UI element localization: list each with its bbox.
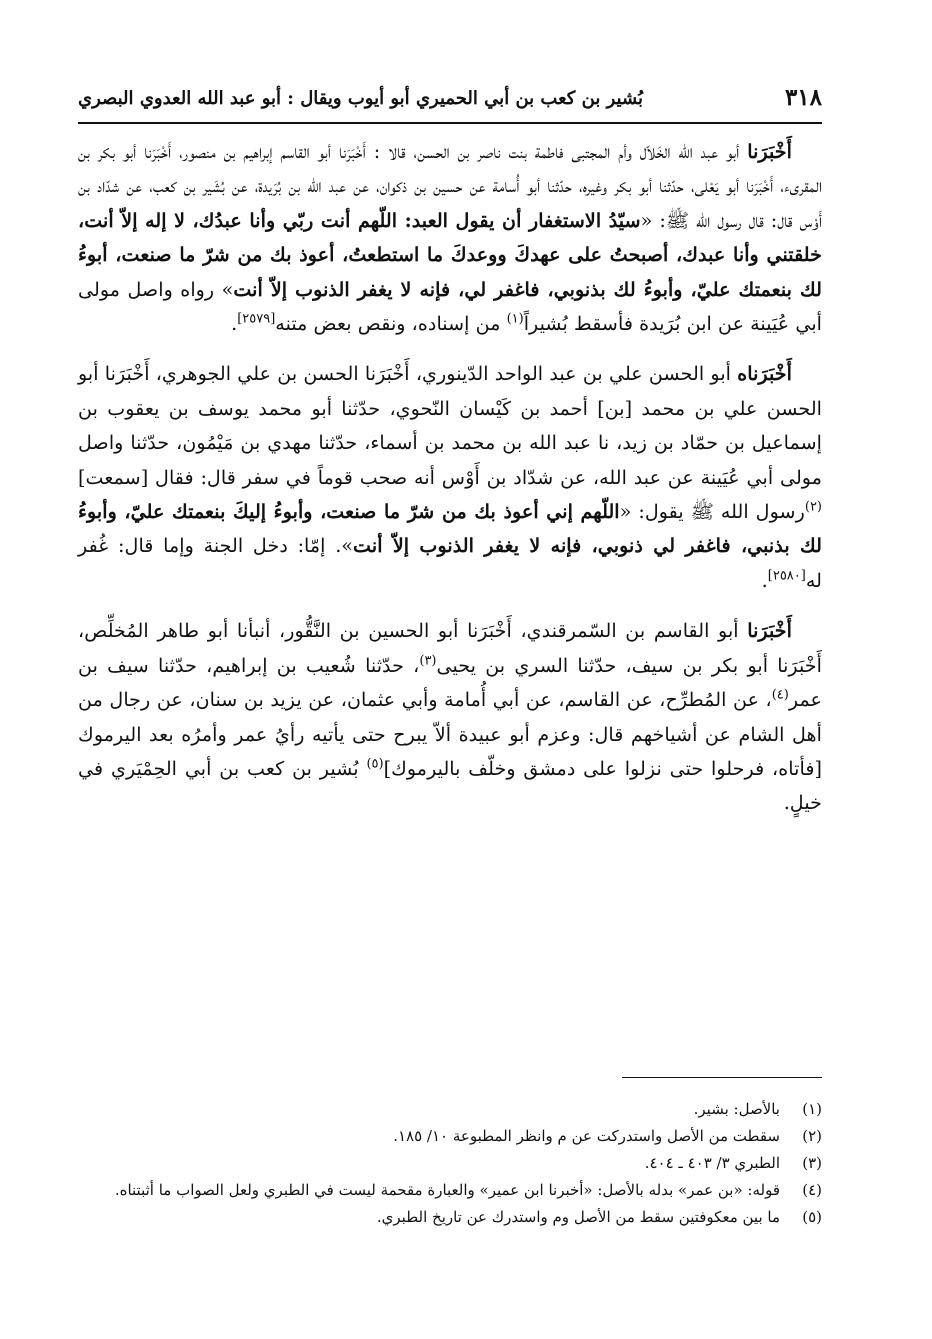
main-text bbox=[78, 135, 822, 837]
commentary-tail: من إسناده، ونقص بعض متنه bbox=[275, 312, 507, 336]
page-header bbox=[78, 82, 822, 124]
paragraph-2 bbox=[78, 357, 822, 598]
footnote bbox=[78, 1204, 822, 1231]
running-title: بُشير بن كعب بن أبي الحميري أبو أيوب ويقال : أبو عبد الله العدوي البصري bbox=[78, 88, 644, 109]
isnad-text-continued: رسول الله ﷺ يقول: « bbox=[619, 500, 805, 524]
footnotes bbox=[78, 1096, 822, 1231]
footnote-number: (١) bbox=[802, 1100, 822, 1118]
footnote-text: الطبري ٣/ ٤٠٣ ـ ٤٠٤. bbox=[644, 1154, 780, 1172]
isnad-lead: أَخْبَرَنا bbox=[747, 140, 792, 163]
footnote-text: قوله: «بن عمر» بدله بالأصل: «أخبرنا ابن عمير» والعبارة مقحمة ليست في الطبري ولعل الصواب ما أثبتناه. bbox=[114, 1181, 780, 1199]
footnote-text: سقطت من الأصل واستدركت عن م وانظر المطبوعة ١٠/ ١٨٥. bbox=[393, 1127, 780, 1145]
footnote-number: (٢) bbox=[802, 1127, 822, 1145]
narrative-text: بُشير بن كعب بن أبي الحِمْيَري في خيلٍ. bbox=[78, 756, 822, 815]
page-number: ٣١٨ bbox=[784, 84, 822, 111]
hadith-reference-number: [٢٥٧٩] bbox=[237, 311, 276, 327]
footnote-divider bbox=[622, 1077, 822, 1078]
footnote-number: (٣) bbox=[802, 1154, 822, 1172]
paragraph-end: . bbox=[761, 568, 768, 592]
paragraph-3 bbox=[78, 614, 822, 820]
narrative-text: أبو القاسم بن السّمرقندي، أَخْبَرَنا أبو الحسين بن النَّقُّور، أنبأنا أبو طاهر المُخلِّص، أَخْبَرَنا أبو بكر بن سيف، حدّثنا السري بن يحيى bbox=[78, 619, 822, 677]
hadith-reference-number: [٢٥٨٠] bbox=[767, 568, 806, 584]
footnote-text: ما بين معكوفتين سقط من الأصل وم واستدرك عن تاريخ الطبري. bbox=[376, 1208, 780, 1226]
footnote-number: (٤) bbox=[802, 1181, 822, 1199]
footnote bbox=[78, 1150, 822, 1177]
footnote bbox=[78, 1123, 822, 1150]
footnote bbox=[78, 1177, 822, 1204]
commentary-text: » رواه واصل مولى أبي عُيَينة عن ابن بُرَيدة فأسقط بُشيراً bbox=[78, 277, 822, 336]
footnote-number: (٥) bbox=[802, 1208, 822, 1226]
isnad-text: أبو الحسن علي بن عبد الواحد الدّينوري، أَخْبَرَنا الحسن بن علي الجوهري، أَخْبَرَنا أبو الحسن علي بن محمد [بن] أحمد بن كَيْسان النّحوي، حدّثنا أبو محمد يوسف بن يعقوب بن إسماعيل بن حمّاد بن زيد، نا عبد الله بن محمد بن أسماء، حدّثنا مهدي بن مَيْمُون، حدّثنا واصل مولى أبي عُيَينة عن عبد الله، عن شدّاد بن أَوْس أنه صحب قوماً في سفر قال: فقال [سمعت] bbox=[78, 362, 822, 489]
narrative-text: ، عن المُطرِّح، عن القاسم، عن أبي أُمامة وأبي عثمان، عن يزيد بن سنان، عن رجال من أهل الشام عن أشياخهم قال: وعزم أبو عبيدة ألاّ يبرح حتى يأتيه رأيُ عمر وأمرُه بعد اليرموك [فأتاه، فرحلوا حتى نزلوا على دمشق وخلّف باليرموك] bbox=[78, 688, 822, 780]
commentary-text: ». إمّا: دخل الجنة وإما قال: غُفر له bbox=[78, 534, 822, 592]
footnote bbox=[78, 1096, 822, 1123]
footnote-marker[interactable]: (٢) bbox=[804, 499, 822, 515]
hadith-text: اللّهم إني أعوذ بك من شرّ ما صنعت، وأبوءُ إليكَ بنعمتك عليّ، وأبوءُ لك بذنبي، فاغفر لي ذنوبي، فإنه لا يغفر الذنوب إلاّ أنت bbox=[78, 500, 822, 558]
paragraph-1 bbox=[78, 135, 822, 341]
paragraph-end: . bbox=[231, 312, 238, 336]
isnad-lead: أَخْبَرَناه bbox=[737, 362, 792, 386]
hadith-text: سيّدُ الاستغفار أن يقول العبد: اللّهم أنت ربّي وأنا عبدُك، لا إله إلاّ أنت، خلقتني وأنا عبدك، أصبحتُ على عهدكَ ووعدكَ ما استطعتُ، أعوذ بك من شرّ ما صنعت، أبوءُ لك بنعمتك عليّ، وأبوءُ لك بذنوبي، فاغفر لي، فإنه لا يغفر الذنوب إلاّ أنت bbox=[78, 208, 822, 301]
narrative-text: ، حدّثنا شُعيب بن إبراهيم، حدّثنا سيف بن عمر bbox=[78, 653, 822, 712]
footnote-text: بالأصل: بشير. bbox=[693, 1100, 780, 1118]
footnote-marker[interactable]: (١) bbox=[506, 311, 524, 327]
isnad-lead: أَخْبَرَنا bbox=[747, 619, 792, 643]
footnote-marker[interactable]: (٤) bbox=[771, 687, 789, 703]
footnote-marker[interactable]: (٥) bbox=[366, 756, 384, 772]
isnad-text: أبو عبد الله الخَلاّل وأم المجتبى فاطمة بنت ناصر بن الحسن، قالا : أَخْبَرَنا أبو القاسم إبراهيم بن منصور، أَخْبَرَنا أبو بكر بن المقرىء، أَخْبَرَنا أبو يَعْلى، حدّثنا أبو بكر وغيره، حدّثنا أبو أُسامة عن حسين بن ذكوان، عن عبد الله بن بُرَيدة، عن بُشَير بن كعب، عن شدّاد بن أَوْس قال: قال رسول الله ﷺ: « bbox=[78, 140, 822, 232]
footnote-marker[interactable]: (٣) bbox=[419, 653, 437, 669]
